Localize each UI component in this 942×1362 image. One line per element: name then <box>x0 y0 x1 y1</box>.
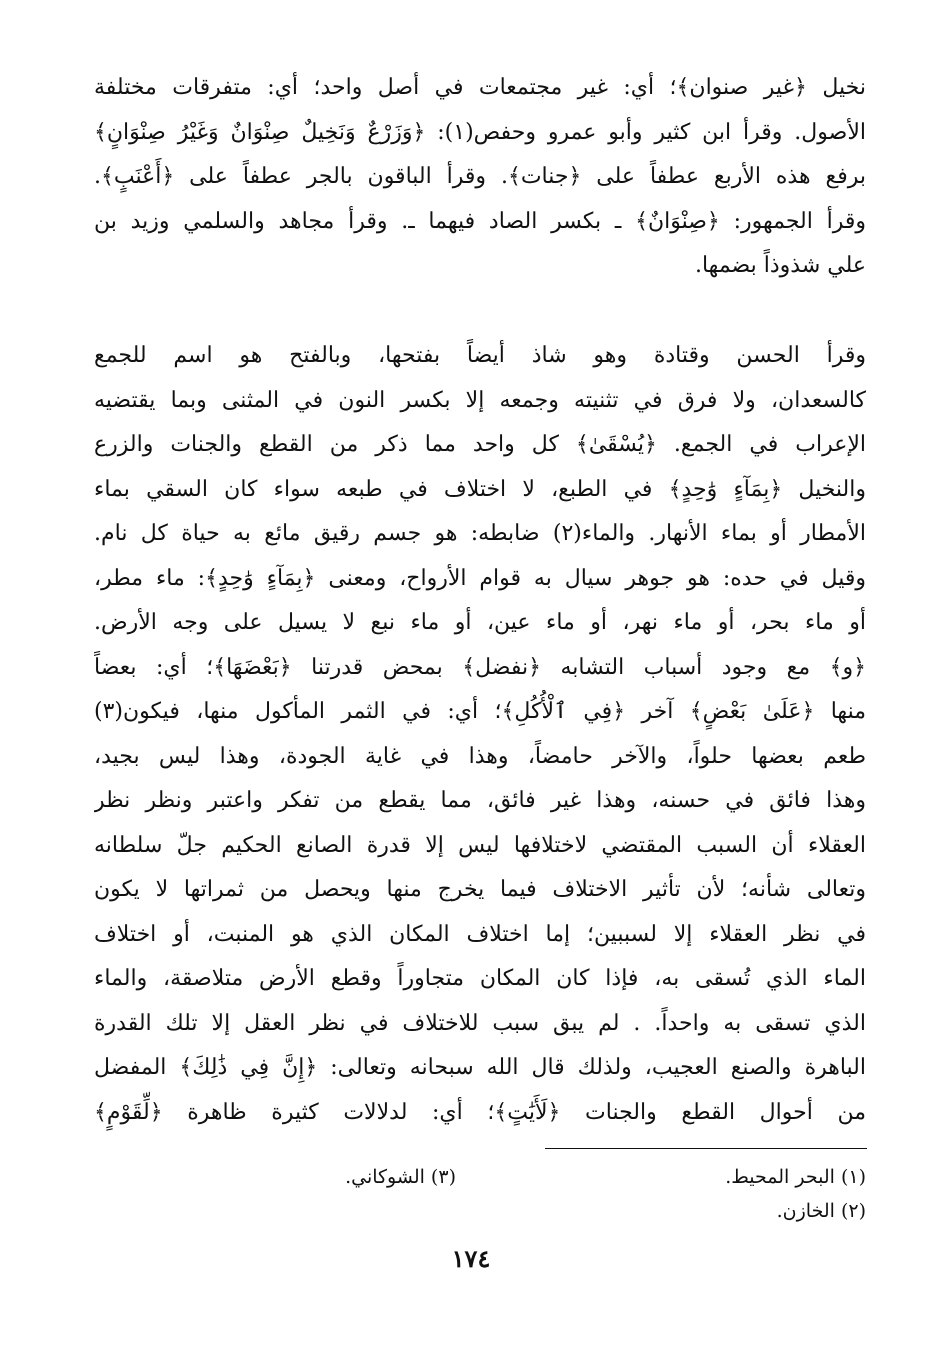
text-line: منها ﴿عَلَىٰ بَعْضٍ﴾ آخر ﴿فِي ٱلْأُكُلِ﴾؛ أي: في الثمر المأكول منها، فيكون(٣) <box>94 699 866 724</box>
text-line: العقلاء أن السبب المقتضي لاختلافها ليس إلا قدرة الصانع الحكيم جلّ سلطانه <box>94 832 866 858</box>
text-line: الماء الذي تُسقى به، فإذا كان المكان متجاوراً وقطع الأرض متلاصقة، والماء <box>94 966 866 991</box>
text-line: وقيل في حده: هو جوهر سيال به قوام الأرواح، ومعنى ﴿بِمَآءٍ وَٰحِدٍ﴾: ماء مطر، <box>94 565 866 591</box>
footnote-row <box>94 1160 866 1194</box>
paragraph-2 <box>94 334 866 1135</box>
text-line: الباهرة والصنع العجيب، ولذلك قال الله سبحانه وتعالى: ﴿إِنَّ فِي ذَٰلِكَ﴾ المفضل <box>94 1055 866 1080</box>
text-line: وقرأ الحسن وقتادة وهو شاذ أيضاً بفتحها، وبالفتح هو اسم للجمع <box>94 343 866 368</box>
text-line: نخيل ﴿غير صنوان﴾؛ أي: غير مجتمعات في أصل واحد؛ أي: متفرقات مختلفة <box>94 75 866 100</box>
text-line: والنخيل ﴿بِمَآءٍ وَٰحِدٍ﴾ في الطبع، لا اختلاف في طبعه سواء كان السقي بماء <box>94 476 866 502</box>
footnote-row <box>94 1194 866 1228</box>
text-line: الأصول. وقرأ ابن كثير وأبو عمرو وحفص(١): ﴿وَزَرْعٌ وَنَخِيلٌ صِنْوَانٌ وَغَيْرُ صِنْوَانٍ﴾ <box>94 119 866 145</box>
text-line: الإعراب في الجمع. ﴿يُسْقَىٰ﴾ كل واحد مما ذكر من القطع والجنات والزرع <box>94 432 866 457</box>
text-line: الأمطار أو بماء الأنهار. والماء(٢) ضابطه: هو جسم رقيق مائع به حياة كل نام. <box>94 521 866 546</box>
text-line: وتعالى شأنه؛ لأن تأثير الاختلاف فيما يخرج منها ويحصل من ثمراتها لا يكون <box>94 877 866 902</box>
text-line: من أحوال القطع والجنات ﴿لَأَيَٰتٍ﴾؛ أي: لدلالات كثيرة ظاهرة ﴿لِّقَوْمٍ﴾ <box>94 1099 866 1125</box>
footnote-divider <box>545 1148 867 1149</box>
text-line: علي شذوذاً بضمها. <box>694 253 866 278</box>
footnote-3: (٣) الشوكاني. <box>345 1166 456 1188</box>
footnote-2: (٢) الخازن. <box>776 1200 866 1222</box>
text-line: برفع هذه الأربع عطفاً على ﴿جنات﴾. وقرأ الباقون بالجر عطفاً على ﴿أَعْنَبٍ﴾. <box>94 164 866 189</box>
text-line: وهذا فائق في حسنه، وهذا غير فائق، مما يقطع من تفكر واعتبر ونظر نظر <box>94 788 866 813</box>
text-line: كالسعدان، ولا فرق في تثنيته وجمعه إلا بكسر النون في المثنى وبما يقتضيه <box>94 387 866 413</box>
footnotes <box>94 1160 866 1228</box>
footnote-1: (١) البحر المحيط. <box>725 1166 866 1188</box>
text-line: وقرأ الجمهور: ﴿صِنْوَانٌ﴾ ـ بكسر الصاد فيهما ـ. وقرأ مجاهد والسلمي وزيد بن <box>94 208 866 234</box>
text-line: ﴿و﴾ مع وجود أسباب التشابه ﴿نفضل﴾ بمحض قدرتنا ﴿بَعْضَهَا﴾؛ أي: بعضاً <box>94 654 866 680</box>
text-line: طعم بعضها حلواً، والآخر حامضاً، وهذا في غاية الجودة، وهذا ليس بجيد، <box>94 743 866 769</box>
page-number: ١٧٤ <box>451 1244 491 1273</box>
text-line: في نظر العقلاء إلا لسببين؛ إما اختلاف المكان الذي هو المنبت، أو اختلاف <box>94 921 866 947</box>
text-line: أو ماء بحر، أو ماء نهر، أو ماء عين، أو ماء نبع لا يسيل على وجه الأرض. <box>94 610 866 635</box>
paragraph-1 <box>94 66 866 289</box>
text-line: الذي تسقى به واحداً. . لم يبق سبب للاختلاف في نظر العقل إلا تلك القدرة <box>94 1010 866 1036</box>
